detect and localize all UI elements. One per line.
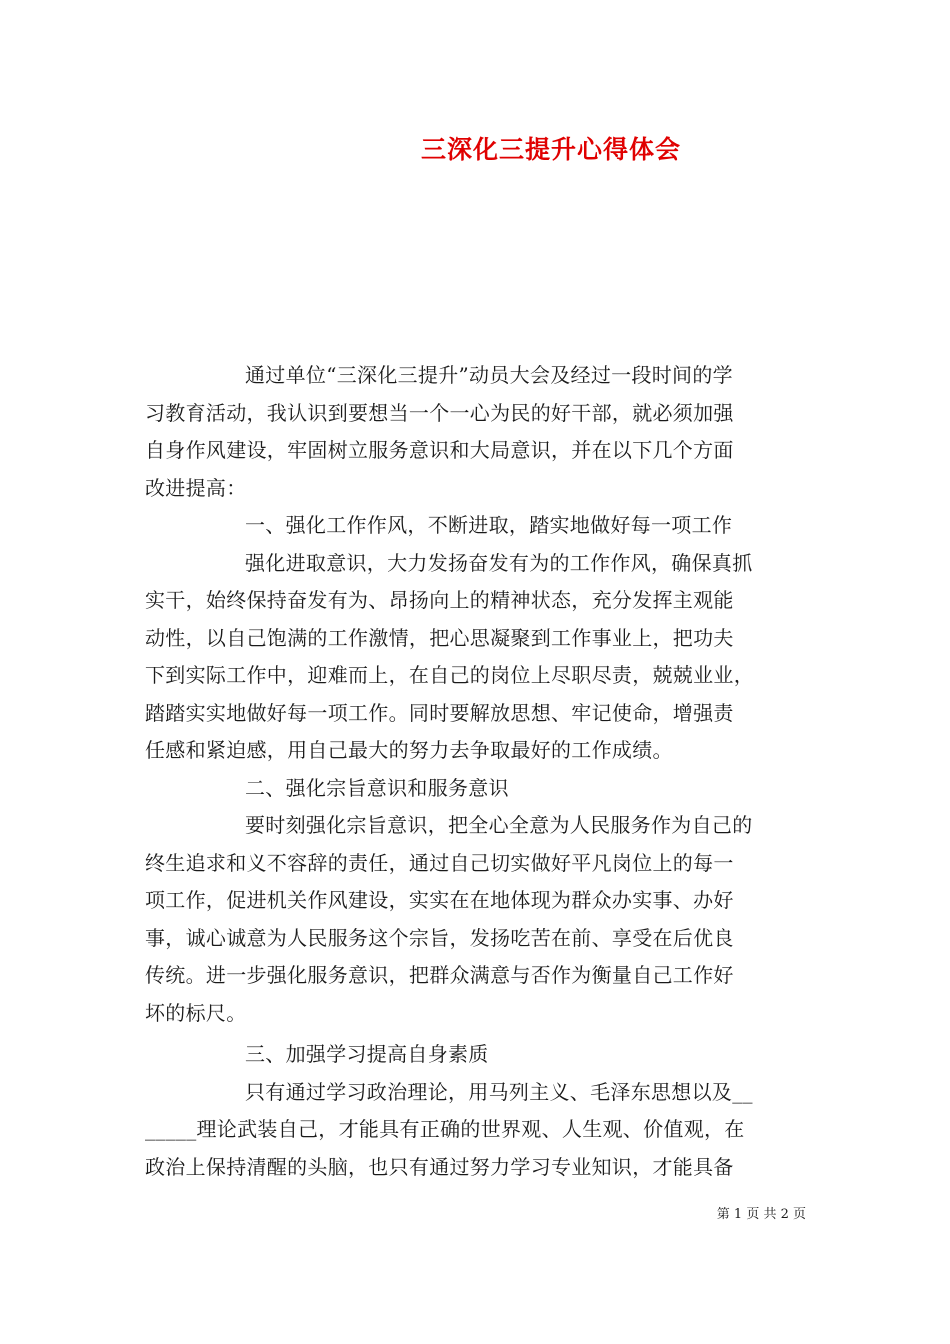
text-line: 任感和紧迫感，用自己最大的努力去争取最好的工作成绩。	[145, 738, 673, 762]
text-line: 一、强化工作作风，不断进取，踏实地做好每一项工作	[245, 513, 733, 537]
text-line: 通过单位“三深化三提升”动员大会及经过一段时间的学	[245, 363, 733, 387]
text-line: 坏的标尺。	[145, 1000, 247, 1025]
text-line: 实干，始终保持奋发有为、昂扬向上的精神状态，充分发挥主观能	[145, 588, 734, 612]
text-line: 强化进取意识，大力发扬奋发有为的工作作风，确保真抓	[245, 550, 753, 575]
document-body	[145, 357, 810, 1186]
text-line: 事，诚心诚意为人民服务这个宗旨，发扬吃苦在前、享受在后优良	[145, 925, 734, 950]
page-number-footer: 第 1 页 共 2 页	[716, 1207, 806, 1222]
text-line: 习教育活动，我认识到要想当一个一心为民的好干部，就必须加强	[145, 400, 734, 425]
text-line: 自身作风建设，牢固树立服务意识和大局意识，并在以下几个方面	[145, 438, 734, 462]
text-line: 改进提高：	[145, 475, 247, 500]
text-line: 下到实际工作中，迎难而上，在自己的岗位上尽职尽责，兢兢业业，	[145, 663, 754, 687]
text-line: 终生追求和义不容辞的责任，通过自己切实做好平凡岗位上的每一	[145, 850, 734, 875]
text-line: 动性，以自己饱满的工作激情，把心思凝聚到工作事业上，把功夫	[145, 625, 734, 650]
text-line: 二、强化宗旨意识和服务意识	[245, 775, 509, 800]
text-line: 要时刻强化宗旨意识，把全心全意为人民服务作为自己的	[245, 813, 753, 837]
text-line: 政治上保持清醒的头脑，也只有通过努力学习专业知识，才能具备	[145, 1154, 734, 1179]
page-title: 三深化三提升心得体会	[420, 135, 681, 164]
text-line: 只有通过学习政治理论，用马列主义、毛泽东思想以及__	[245, 1079, 753, 1104]
text-line: _____理论武装自己，才能具有正确的世界观、人生观、价值观，在	[145, 1117, 745, 1141]
text-line: 传统。进一步强化服务意识，把群众满意与否作为衡量自己工作好	[145, 963, 734, 987]
text-line: 三、加强学习提高自身素质	[245, 1042, 489, 1066]
text-line: 项工作，促进机关作风建设，实实在在地体现为群众办实事、办好	[145, 888, 734, 912]
text-line: 踏踏实实地做好每一项工作。同时要解放思想、牢记使命，增强责	[145, 700, 734, 725]
